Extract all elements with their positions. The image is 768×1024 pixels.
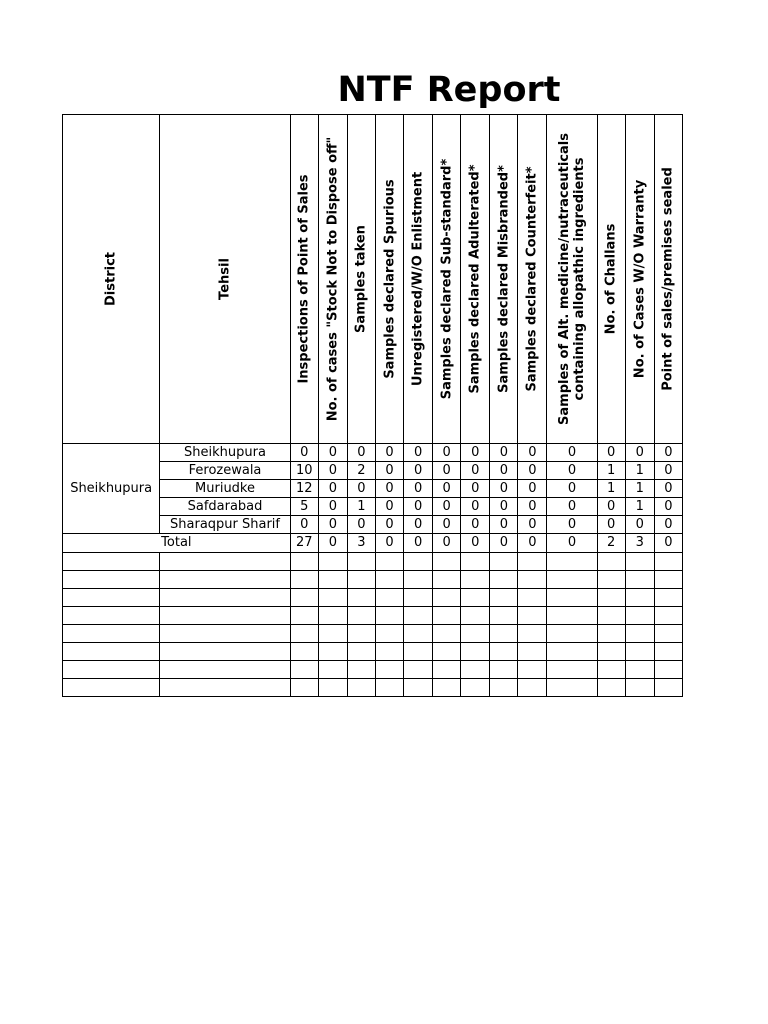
value-cell: 0 (490, 498, 518, 516)
total-cell: 0 (518, 534, 547, 553)
value-cell: 2 (347, 462, 375, 480)
value-cell: 0 (318, 498, 347, 516)
total-label: Total (63, 534, 291, 553)
empty-cell (597, 589, 625, 607)
empty-cell (318, 643, 347, 661)
empty-cell (160, 643, 290, 661)
value-cell: 0 (490, 462, 518, 480)
empty-cell (290, 643, 318, 661)
empty-cell (597, 625, 625, 643)
header-spurious: Samples declared Spurious (375, 115, 403, 444)
value-cell: 0 (547, 498, 597, 516)
header-challans: No. of Challans (597, 115, 625, 444)
value-cell: 0 (490, 516, 518, 534)
empty-row (63, 589, 683, 607)
header-alt-medicine-line2: containing allopathic ingredients (572, 157, 588, 401)
value-cell: 0 (318, 516, 347, 534)
empty-cell (654, 607, 682, 625)
empty-cell (404, 553, 433, 571)
empty-cell (433, 643, 461, 661)
value-cell: 0 (433, 462, 461, 480)
empty-cell (404, 625, 433, 643)
empty-cell (518, 679, 547, 697)
empty-cell (375, 643, 403, 661)
empty-cell (63, 625, 160, 643)
empty-cell (318, 679, 347, 697)
header-cases-wo-warranty: No. of Cases W/O Warranty (625, 115, 654, 444)
table-row (63, 444, 683, 462)
value-cell: 0 (461, 498, 490, 516)
empty-cell (347, 607, 375, 625)
value-cell: 0 (490, 480, 518, 498)
value-cell: 12 (290, 480, 318, 498)
empty-cell (347, 643, 375, 661)
tehsil-cell: Sharaqpur Sharif (160, 516, 290, 534)
value-cell: 0 (547, 462, 597, 480)
empty-cell (347, 661, 375, 679)
empty-cell (625, 643, 654, 661)
empty-row (63, 607, 683, 625)
value-cell: 0 (597, 516, 625, 534)
value-cell: 1 (597, 480, 625, 498)
header-district: District (63, 115, 160, 444)
value-cell: 10 (290, 462, 318, 480)
header-alt-medicine-line1: Samples of Alt. medicine/nutraceuticals (557, 133, 573, 425)
empty-cell (63, 643, 160, 661)
total-cell: 0 (547, 534, 597, 553)
header-inspections: Inspections of Point of Sales (290, 115, 318, 444)
empty-cell (290, 661, 318, 679)
value-cell: 0 (547, 480, 597, 498)
empty-cell (404, 661, 433, 679)
empty-row (63, 661, 683, 679)
value-cell: 0 (375, 516, 403, 534)
empty-cell (63, 607, 160, 625)
empty-cell (290, 625, 318, 643)
empty-cell (518, 571, 547, 589)
value-cell: 0 (547, 516, 597, 534)
value-cell: 0 (375, 462, 403, 480)
empty-cell (518, 553, 547, 571)
empty-cell (347, 625, 375, 643)
value-cell: 0 (347, 444, 375, 462)
empty-cell (625, 571, 654, 589)
empty-cell (375, 607, 403, 625)
empty-cell (654, 661, 682, 679)
empty-cell (654, 643, 682, 661)
empty-cell (654, 553, 682, 571)
value-cell: 0 (404, 498, 433, 516)
empty-cell (547, 589, 597, 607)
value-cell: 0 (404, 480, 433, 498)
empty-cell (654, 571, 682, 589)
empty-cell (290, 589, 318, 607)
value-cell: 0 (318, 480, 347, 498)
empty-cell (518, 625, 547, 643)
value-cell: 1 (625, 498, 654, 516)
value-cell: 0 (518, 462, 547, 480)
value-cell: 0 (290, 516, 318, 534)
empty-cell (490, 679, 518, 697)
value-cell: 0 (654, 462, 682, 480)
empty-cell (160, 607, 290, 625)
empty-cell (404, 679, 433, 697)
total-cell: 0 (490, 534, 518, 553)
value-cell: 0 (404, 462, 433, 480)
value-cell: 0 (597, 444, 625, 462)
empty-cell (347, 571, 375, 589)
empty-cell (375, 589, 403, 607)
value-cell: 0 (461, 462, 490, 480)
value-cell: 0 (597, 498, 625, 516)
empty-cell (461, 553, 490, 571)
empty-cell (160, 625, 290, 643)
empty-row (63, 679, 683, 697)
value-cell: 5 (290, 498, 318, 516)
total-cell: 27 (290, 534, 318, 553)
tehsil-cell: Ferozewala (160, 462, 290, 480)
empty-cell (547, 625, 597, 643)
empty-cell (625, 553, 654, 571)
value-cell: 0 (654, 516, 682, 534)
empty-cell (433, 625, 461, 643)
empty-cell (160, 661, 290, 679)
empty-cell (404, 589, 433, 607)
value-cell: 0 (490, 444, 518, 462)
empty-cell (597, 679, 625, 697)
value-cell: 1 (625, 480, 654, 498)
district-cell: Sheikhupura (63, 444, 160, 534)
empty-cell (375, 625, 403, 643)
empty-cell (490, 661, 518, 679)
empty-cell (518, 661, 547, 679)
tehsil-cell: Muriudke (160, 480, 290, 498)
empty-cell (597, 661, 625, 679)
empty-cell (461, 607, 490, 625)
value-cell: 0 (654, 444, 682, 462)
header-stock-not-dispose: No. of cases "Stock Not to Dispose off" (318, 115, 347, 444)
empty-cell (461, 625, 490, 643)
value-cell: 0 (375, 444, 403, 462)
value-cell: 0 (347, 516, 375, 534)
value-cell: 0 (347, 480, 375, 498)
report-title: NTF Report (337, 70, 561, 110)
empty-cell (625, 625, 654, 643)
value-cell: 0 (404, 516, 433, 534)
empty-cell (63, 589, 160, 607)
empty-cell (433, 661, 461, 679)
value-cell: 0 (518, 480, 547, 498)
empty-cell (547, 553, 597, 571)
empty-cell (547, 661, 597, 679)
empty-cell (597, 571, 625, 589)
empty-cell (290, 679, 318, 697)
empty-cell (63, 553, 160, 571)
empty-cell (318, 553, 347, 571)
empty-row (63, 643, 683, 661)
value-cell: 0 (433, 516, 461, 534)
empty-cell (318, 589, 347, 607)
empty-cell (433, 589, 461, 607)
value-cell: 0 (625, 444, 654, 462)
tehsil-cell: Sheikhupura (160, 444, 290, 462)
empty-cell (625, 607, 654, 625)
value-cell: 0 (625, 516, 654, 534)
empty-cell (625, 589, 654, 607)
header-counterfeit: Samples declared Counterfeit* (518, 115, 547, 444)
header-substandard: Samples declared Sub-standard* (433, 115, 461, 444)
value-cell: 0 (404, 444, 433, 462)
empty-cell (597, 643, 625, 661)
empty-cell (597, 553, 625, 571)
empty-cell (290, 571, 318, 589)
empty-cell (518, 607, 547, 625)
empty-cell (461, 661, 490, 679)
empty-cell (547, 643, 597, 661)
empty-cell (625, 661, 654, 679)
value-cell: 0 (375, 498, 403, 516)
header-row (63, 115, 683, 444)
empty-cell (160, 553, 290, 571)
empty-cell (461, 679, 490, 697)
value-cell: 0 (433, 498, 461, 516)
empty-cell (63, 571, 160, 589)
empty-cell (461, 643, 490, 661)
empty-cell (490, 607, 518, 625)
empty-cell (318, 661, 347, 679)
empty-cell (375, 679, 403, 697)
empty-cell (318, 625, 347, 643)
total-cell: 0 (404, 534, 433, 553)
empty-cell (461, 589, 490, 607)
empty-cell (318, 607, 347, 625)
value-cell: 0 (461, 516, 490, 534)
empty-cell (290, 553, 318, 571)
empty-cell (347, 589, 375, 607)
total-cell: 2 (597, 534, 625, 553)
empty-cell (375, 553, 403, 571)
empty-cell (547, 679, 597, 697)
empty-cell (433, 679, 461, 697)
total-row (63, 534, 683, 553)
value-cell: 0 (433, 480, 461, 498)
empty-cell (404, 643, 433, 661)
header-unregistered: Unregistered/W/O Enlistment (404, 115, 433, 444)
value-cell: 0 (518, 498, 547, 516)
empty-cell (654, 589, 682, 607)
empty-row (63, 625, 683, 643)
empty-cell (347, 679, 375, 697)
empty-cell (518, 643, 547, 661)
total-cell: 0 (461, 534, 490, 553)
empty-cell (404, 571, 433, 589)
total-cell: 0 (318, 534, 347, 553)
empty-cell (290, 607, 318, 625)
header-tehsil: Tehsil (160, 115, 290, 444)
value-cell: 0 (654, 480, 682, 498)
total-cell: 0 (433, 534, 461, 553)
empty-cell (63, 679, 160, 697)
empty-cell (490, 553, 518, 571)
total-cell: 0 (375, 534, 403, 553)
empty-row (63, 571, 683, 589)
empty-cell (63, 661, 160, 679)
empty-cell (654, 625, 682, 643)
value-cell: 1 (597, 462, 625, 480)
value-cell: 0 (547, 444, 597, 462)
empty-cell (490, 589, 518, 607)
empty-cell (654, 679, 682, 697)
empty-cell (547, 607, 597, 625)
header-sealed: Point of sales/premises sealed (654, 115, 682, 444)
value-cell: 0 (461, 444, 490, 462)
tehsil-cell: Safdarabad (160, 498, 290, 516)
value-cell: 0 (375, 480, 403, 498)
empty-cell (433, 607, 461, 625)
value-cell: 0 (518, 444, 547, 462)
value-cell: 0 (318, 462, 347, 480)
value-cell: 0 (518, 516, 547, 534)
value-cell: 0 (318, 444, 347, 462)
value-cell: 1 (625, 462, 654, 480)
empty-cell (490, 571, 518, 589)
empty-cell (490, 643, 518, 661)
empty-cell (160, 571, 290, 589)
empty-row (63, 553, 683, 571)
empty-cell (347, 553, 375, 571)
ntf-report-table (62, 114, 683, 697)
value-cell: 0 (433, 444, 461, 462)
empty-cell (404, 607, 433, 625)
header-alt-medicine (547, 115, 597, 444)
empty-cell (160, 679, 290, 697)
empty-cell (597, 607, 625, 625)
empty-cell (433, 571, 461, 589)
empty-cell (490, 625, 518, 643)
total-cell: 0 (654, 534, 682, 553)
value-cell: 0 (290, 444, 318, 462)
empty-cell (547, 571, 597, 589)
total-cell: 3 (625, 534, 654, 553)
empty-cell (375, 571, 403, 589)
empty-cell (318, 571, 347, 589)
empty-cell (518, 589, 547, 607)
empty-cell (461, 571, 490, 589)
empty-cell (375, 661, 403, 679)
empty-cell (433, 553, 461, 571)
header-samples-taken: Samples taken (347, 115, 375, 444)
empty-cell (625, 679, 654, 697)
value-cell: 1 (347, 498, 375, 516)
header-adulterated: Samples declared Adulterated* (461, 115, 490, 444)
header-misbranded: Samples declared Misbranded* (490, 115, 518, 444)
value-cell: 0 (654, 498, 682, 516)
value-cell: 0 (461, 480, 490, 498)
empty-cell (160, 589, 290, 607)
total-cell: 3 (347, 534, 375, 553)
